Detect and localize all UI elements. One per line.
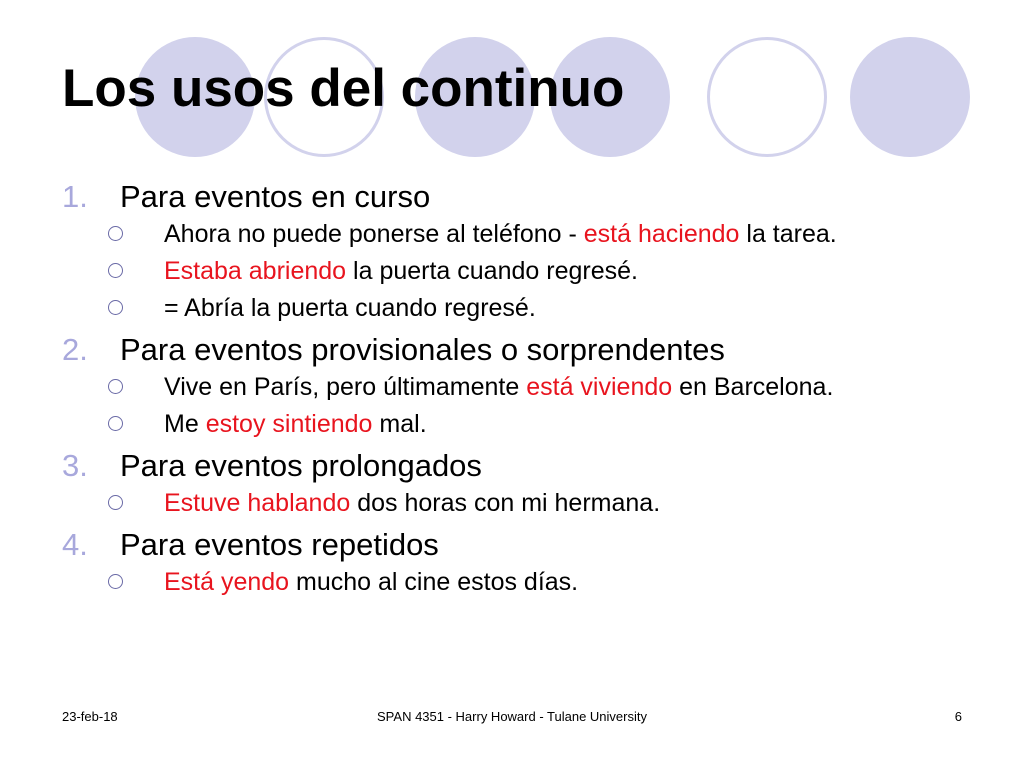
- sub-item-text-end: dos horas con mi hermana.: [350, 489, 661, 517]
- sub-item-text-end: la puerta cuando regresé.: [346, 257, 638, 285]
- sub-item-text: = Abría la puerta cuando regresé.: [164, 294, 536, 322]
- sub-item: [62, 374, 962, 401]
- slide-title: Los usos del continuo: [62, 59, 625, 118]
- sub-item-highlight: está haciendo: [583, 220, 740, 248]
- item-number: 4.: [62, 527, 88, 562]
- decorative-circle-4: [850, 37, 970, 157]
- sub-item-text-end: mucho al cine estos días.: [289, 568, 579, 596]
- sub-item-highlight: Estuve hablando: [164, 489, 351, 517]
- sub-item-highlight: Estaba abriendo: [164, 257, 347, 285]
- sub-item-highlight: estoy sintiendo: [205, 410, 373, 438]
- item-number: 3.: [62, 448, 88, 483]
- slide-content: [62, 179, 962, 606]
- decorative-ring-2: [707, 37, 827, 157]
- sub-item-text-end: en Barcelona.: [672, 373, 834, 401]
- sub-item-text: Vive en París, pero últimamente: [164, 373, 527, 401]
- item-heading: Para eventos provisionales o sorprendentes: [120, 332, 725, 367]
- list-item-4: [62, 527, 962, 563]
- sub-item: [62, 569, 962, 596]
- footer-course: SPAN 4351 - Harry Howard - Tulane University: [377, 709, 647, 724]
- item-heading: Para eventos en curso: [120, 179, 431, 214]
- sub-item: [62, 258, 962, 285]
- sub-item: [62, 295, 962, 322]
- sub-item-text-end: mal.: [372, 410, 427, 438]
- item-number: 1.: [62, 179, 88, 214]
- list-item-1: [62, 179, 962, 215]
- hollow-bullet-icon: [108, 263, 123, 278]
- hollow-bullet-icon: [108, 300, 123, 315]
- sub-item-text-end: la tarea.: [739, 220, 837, 248]
- hollow-bullet-icon: [108, 495, 123, 510]
- hollow-bullet-icon: [108, 416, 123, 431]
- hollow-bullet-icon: [108, 379, 123, 394]
- list-item-2: [62, 332, 962, 368]
- hollow-bullet-icon: [108, 226, 123, 241]
- sub-item-highlight: está viviendo: [526, 373, 673, 401]
- item-heading: Para eventos repetidos: [120, 527, 439, 562]
- footer-page-number: 6: [954, 709, 962, 724]
- sub-item-text: Ahora no puede ponerse al teléfono -: [164, 220, 584, 248]
- sub-item: [62, 221, 962, 248]
- hollow-bullet-icon: [108, 574, 123, 589]
- list-item-3: [62, 448, 962, 484]
- sub-item: [62, 490, 962, 517]
- sub-item-highlight: Está yendo: [164, 568, 290, 596]
- item-number: 2.: [62, 332, 88, 367]
- sub-item-text: Me: [164, 410, 206, 438]
- sub-item: [62, 411, 962, 438]
- item-heading: Para eventos prolongados: [120, 448, 482, 483]
- footer-date: 23-feb-18: [62, 709, 118, 724]
